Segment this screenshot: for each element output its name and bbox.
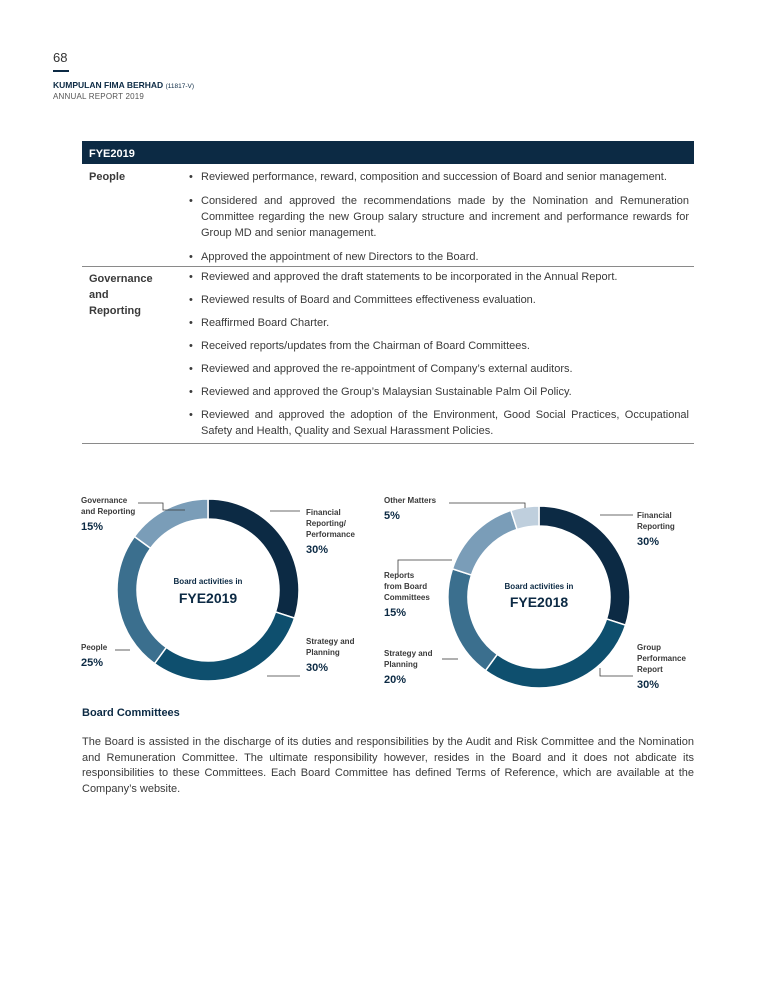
table-row-governance — [82, 266, 694, 444]
list-item: • Reviewed and approved the Group’s Malaysian Sustainable Palm Oil Policy. — [183, 384, 689, 400]
slice-label: Performance — [637, 654, 686, 663]
page-number-rule — [53, 70, 69, 72]
slice-value: 15% — [384, 607, 407, 619]
slice-label: and Reporting — [81, 507, 136, 516]
activities-table — [82, 141, 694, 444]
slice-value: 5% — [384, 510, 400, 522]
donut-slice-1-3 — [452, 510, 517, 575]
slice-value: 30% — [306, 662, 329, 674]
slice-label: People — [81, 643, 108, 652]
list-item: • Reviewed and approved the draft statements to be incorporated in the Annual Report. — [183, 269, 689, 285]
slice-label: Committees — [384, 593, 430, 602]
list-item: • Reviewed and approved the re-appointment of Company’s external auditors. — [183, 361, 689, 377]
donut-slice-1-2 — [448, 569, 497, 671]
donut-slice-0-3 — [134, 499, 208, 548]
slice-label: Financial — [637, 511, 672, 520]
list-item: • Reaffirmed Board Charter. — [183, 315, 689, 331]
chart-title: Board activities in — [504, 582, 574, 591]
slice-label: Report — [637, 665, 663, 674]
list-item: • Approved the appointment of new Directors to the Board. — [183, 249, 689, 265]
chart-title: Board activities in — [173, 577, 243, 586]
slice-label: Group — [637, 643, 661, 652]
row-items — [183, 168, 694, 265]
slice-label: Governance — [81, 496, 128, 505]
list-item: • Considered and approved the recommendations made by the Nomination and Remuneration Committee regarding the new Group salary structure and increment and performance rewards for Group MD and senior management. — [183, 193, 689, 241]
slice-label: Planning — [306, 648, 340, 657]
row-items — [183, 269, 694, 439]
slice-label: Reports — [384, 571, 415, 580]
donut-slice-0-1 — [155, 612, 295, 681]
charts-area — [0, 490, 764, 700]
section-body: The Board is assisted in the discharge of its duties and responsibilities by the Audit and Risk Committee and the Nomination and Remuneration Committee. The ultimate responsibility however, resides in the Board and it does not abdicate its responsibilities to these Committees. Each Board Committee has defined Terms of Reference, which are available at the Company’s website. — [82, 736, 694, 795]
row-label: Governance and Reporting — [89, 273, 153, 317]
report-title: ANNUAL REPORT 2019 — [53, 92, 145, 101]
slice-label: Performance — [306, 530, 355, 539]
slice-label: Financial — [306, 508, 341, 517]
list-item: • Reviewed results of Board and Committees effectiveness evaluation. — [183, 292, 689, 308]
slice-value: 30% — [637, 679, 660, 691]
donut-slice-0-2 — [117, 537, 166, 664]
table-header: FYE2019 — [82, 141, 694, 164]
donut-charts — [0, 490, 764, 700]
slice-label: Strategy and — [306, 637, 355, 646]
donut-slice-1-1 — [486, 619, 626, 688]
chart-subtitle: FYE2019 — [178, 590, 238, 606]
slice-value: 15% — [81, 521, 104, 533]
slice-label: Reporting/ — [306, 519, 346, 528]
company-name: KUMPULAN FIMA BERHAD — [53, 80, 164, 90]
page-number: 68 — [53, 50, 68, 65]
slice-label: from Board — [384, 582, 428, 591]
slice-value: 25% — [81, 657, 104, 669]
slice-value: 30% — [306, 544, 329, 556]
slice-label: Strategy and — [384, 649, 433, 658]
table-row-people — [82, 164, 694, 266]
list-item: • Reviewed and approved the adoption of the Environment, Good Social Practices, Occupational Safety and Health, Quality and Sexual Harassment Policies. — [183, 407, 689, 439]
company-header — [53, 80, 194, 102]
slice-value: 20% — [384, 674, 407, 686]
chart-subtitle: FYE2018 — [509, 594, 569, 610]
list-item: • Reviewed performance, reward, composition and succession of Board and senior management. — [183, 169, 689, 185]
slice-label: Other Matters — [384, 496, 437, 505]
slice-value: 30% — [637, 536, 660, 548]
company-reg: (11817-V) — [165, 83, 194, 90]
section-heading: Board Committees — [82, 707, 180, 719]
list-item: • Received reports/updates from the Chairman of Board Committees. — [183, 338, 689, 354]
slice-label: Planning — [384, 660, 418, 669]
slice-label: Reporting — [637, 522, 675, 531]
row-label: People — [89, 171, 126, 183]
